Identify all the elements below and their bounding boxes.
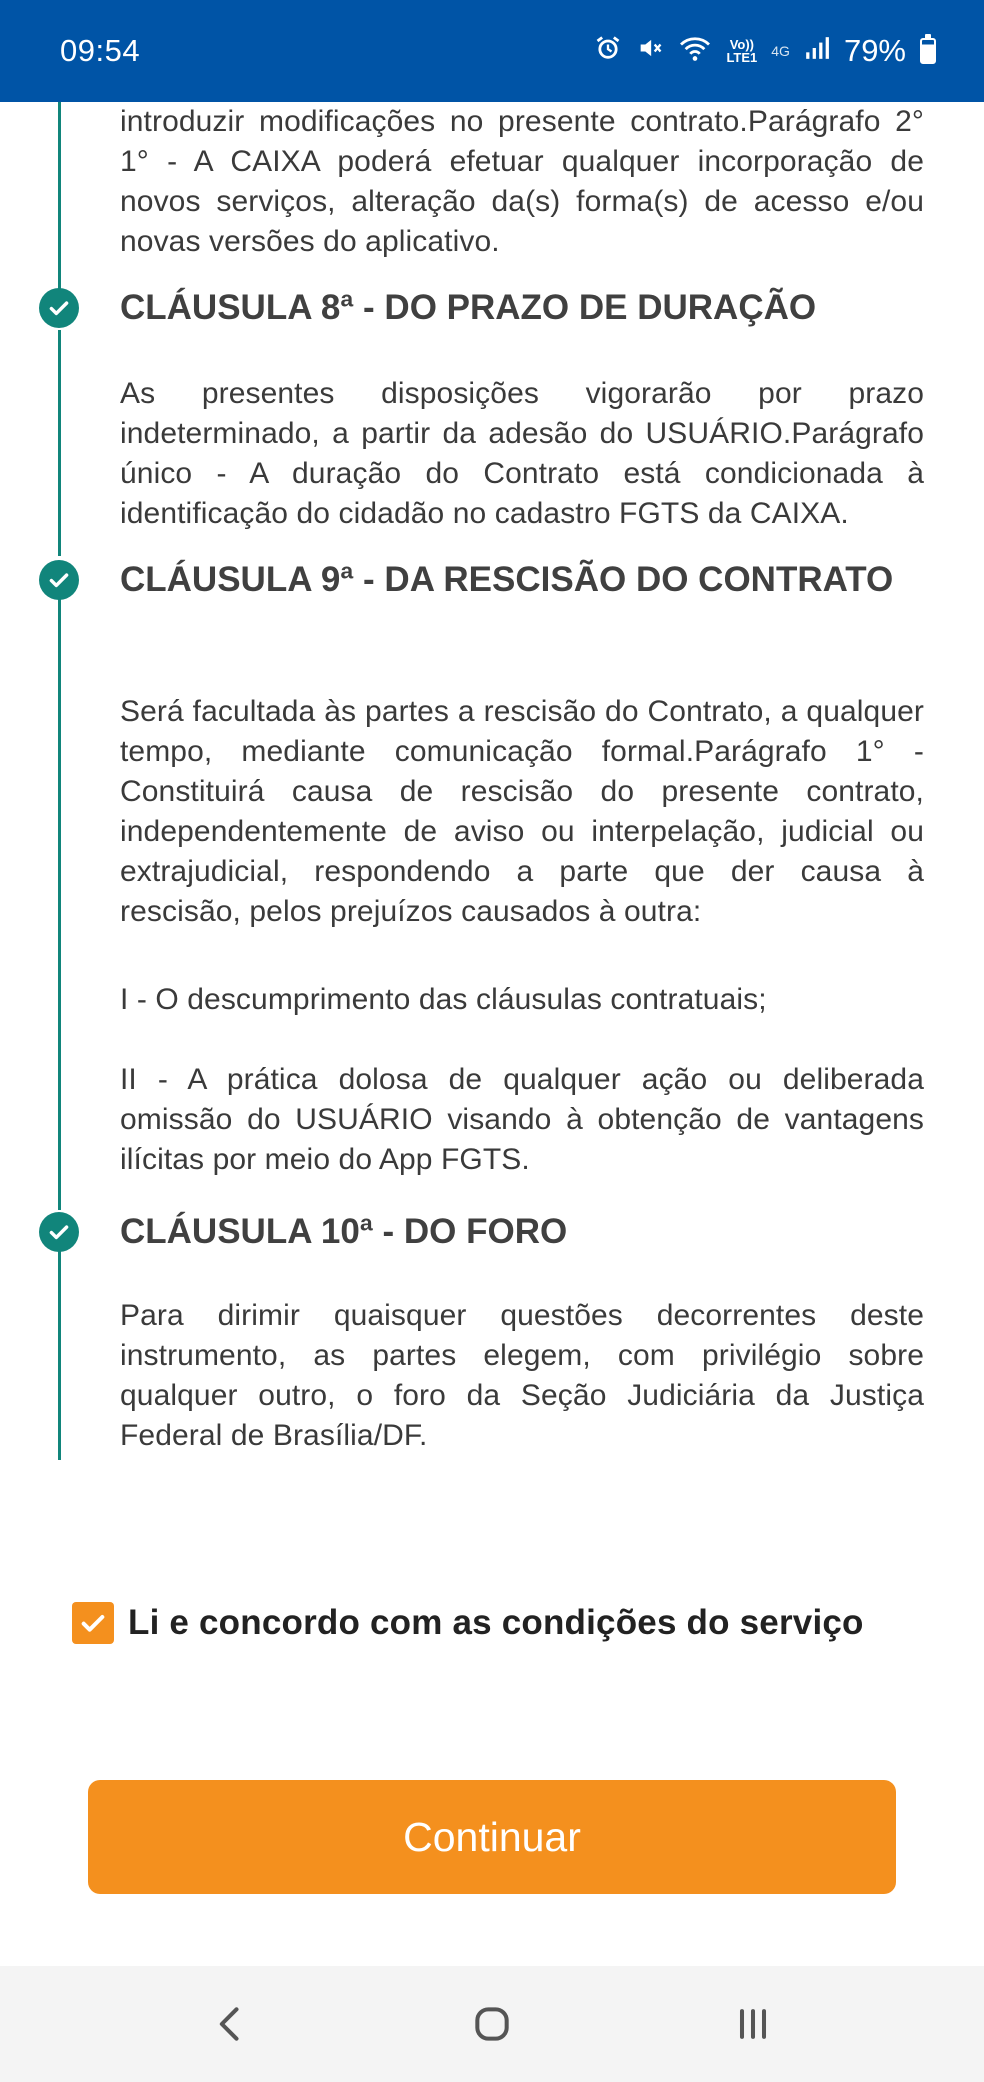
volte-indicator: Vo)) LTE1 [726, 37, 758, 65]
navigation-bar [0, 1966, 984, 2082]
intro-paragraph: introduzir modificações no presente contrato.Parágrafo 2° 1° - A CAIXA poderá efetuar qualquer incorporação de novos serviços, alteração da(s) forma(s) de acesso e/ou novas versões do aplicativo. [120, 105, 924, 258]
agree-checkbox[interactable] [72, 1602, 114, 1644]
battery-percent: 79% [843, 33, 906, 68]
clause-9-item-1: I - O descumprimento das cláusulas contratuais; [120, 983, 767, 1016]
timeline-line [58, 1250, 61, 1460]
alarm-icon [594, 34, 622, 69]
network-type: 4G [771, 43, 790, 59]
checkmark-icon [77, 1607, 109, 1639]
mute-icon [636, 34, 664, 69]
timeline-line [58, 330, 61, 556]
home-icon[interactable] [452, 1984, 532, 2064]
agree-label[interactable]: Li e concordo com as condições do serviço [128, 1603, 864, 1642]
clause-9-item-2: II - A prática dolosa de qualquer ação ou deliberada omissão do USUÁRIO visando à obtenção de vantagens ilícitas por meio do App FGTS. [120, 1063, 924, 1176]
back-icon[interactable] [191, 1984, 271, 2064]
check-circle-icon [39, 560, 79, 600]
timeline-line [58, 596, 61, 1210]
clause-10-title: CLÁUSULA 10ª - DO FORO [120, 1212, 568, 1251]
check-circle-icon [39, 288, 79, 328]
status-bar [0, 0, 984, 102]
contract-content[interactable] [0, 102, 984, 1462]
agree-checkbox-row[interactable] [72, 1602, 864, 1644]
timeline-line [58, 102, 61, 290]
recent-apps-icon[interactable] [713, 1984, 793, 2064]
clause-10-paragraph: Para dirimir quaisquer questões decorrentes deste instrumento, as partes elegem, com privilégio sobre qualquer outro, o foro da Seção Judiciária da Justiça Federal de Brasília/DF. [120, 1299, 924, 1452]
signal-icon [804, 35, 830, 68]
wifi-icon [678, 34, 712, 69]
status-time: 09:54 [60, 33, 141, 68]
check-circle-icon [39, 1212, 79, 1252]
battery-icon [920, 38, 936, 64]
status-icons [594, 33, 936, 69]
clause-9-paragraph-1: Será facultada às partes a rescisão do Contrato, a qualquer tempo, mediante comunicação formal.Parágrafo 1° - Constituirá causa de rescisão do presente contrato, independentemente de aviso ou interpelação, judicial ou extrajudicial, respondendo a parte que der causa à rescisão, pelos prejuízos causados à outra: [120, 695, 924, 928]
continue-button[interactable]: Continuar [88, 1780, 896, 1894]
clause-8-title: CLÁUSULA 8ª - DO PRAZO DE DURAÇÃO [120, 288, 817, 327]
clause-9-title: CLÁUSULA 9ª - DA RESCISÃO DO CONTRATO [120, 560, 894, 599]
clause-8-paragraph: As presentes disposições vigorarão por prazo indeterminado, a partir da adesão do USUÁRIO.Parágrafo único - A duração do Contrato está condicionada à identificação do cidadão no cadastro FGTS da CAIXA. [120, 377, 924, 530]
